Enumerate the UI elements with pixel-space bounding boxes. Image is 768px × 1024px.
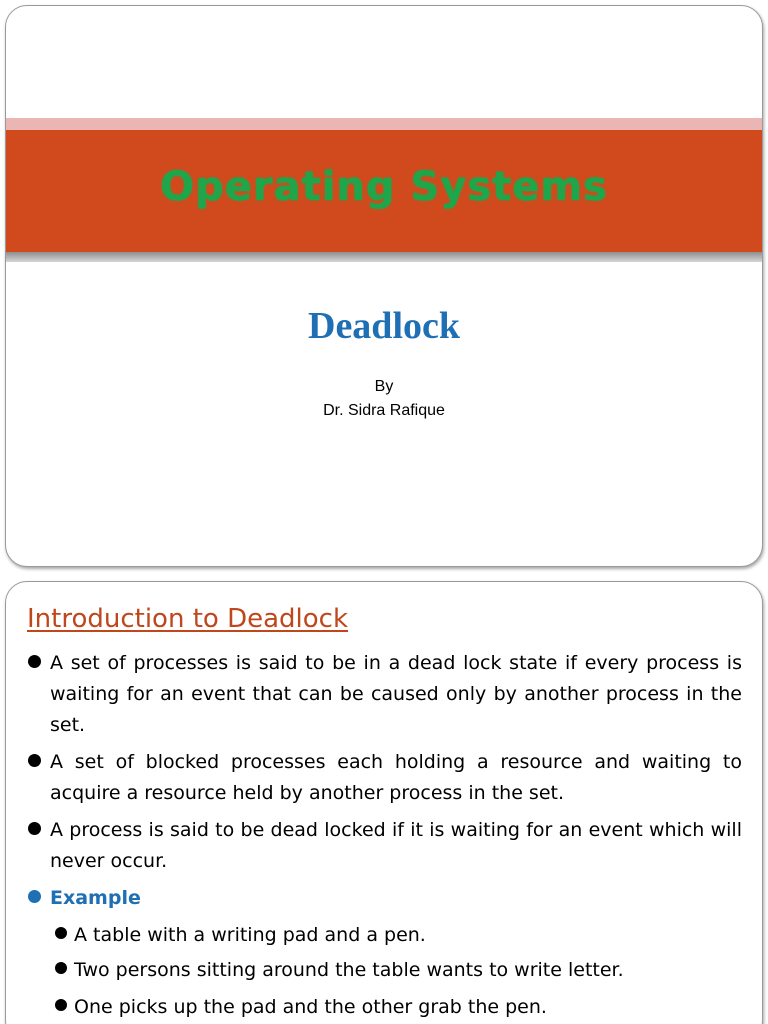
example-heading-item (24, 883, 742, 914)
author-name: Dr. Sidra Rafique (323, 402, 445, 419)
by-label: By (374, 378, 394, 395)
example-item (24, 920, 742, 951)
title-slide (5, 5, 763, 567)
example-label: Example (50, 887, 141, 909)
example-item (24, 955, 742, 986)
content-slide (5, 581, 763, 1024)
bullet-dot-icon (28, 655, 41, 668)
title-band-top-stripe (6, 118, 762, 130)
slide-heading: Introduction to Deadlock (27, 604, 349, 634)
bullet-text: A set of processes is said to be in a dead lock state if every process is waiting for an event that can be caused only by another process in the set. (50, 652, 742, 736)
bullet-dot-icon (55, 999, 67, 1011)
bullet-dot-icon (28, 822, 41, 835)
bullet-dot-icon (28, 754, 41, 767)
bullet-text: A process is said to be dead locked if it is waiting for an event which will never occur. (50, 819, 742, 872)
bullet-dot-icon (28, 890, 41, 903)
example-text: A table with a writing pad and a pen. (74, 924, 426, 946)
example-text: One picks up the pad and the other grab the pen. (74, 996, 547, 1018)
bullet-list (24, 648, 742, 1024)
bullet-item (24, 648, 742, 741)
bullet-dot-icon (55, 962, 67, 974)
course-title: Operating Systems (160, 164, 608, 210)
bullet-item (24, 815, 742, 877)
deck-title: Deadlock (308, 305, 460, 347)
example-item (24, 992, 742, 1023)
bullet-text: A set of blocked processes each holding a resource and waiting to acquire a resource held by another process in the set. (50, 751, 742, 804)
title-band-shadow (6, 252, 762, 262)
example-text: Two persons sitting around the table wants to write letter. (74, 959, 624, 981)
bullet-dot-icon (55, 927, 67, 939)
bullet-item (24, 747, 742, 809)
